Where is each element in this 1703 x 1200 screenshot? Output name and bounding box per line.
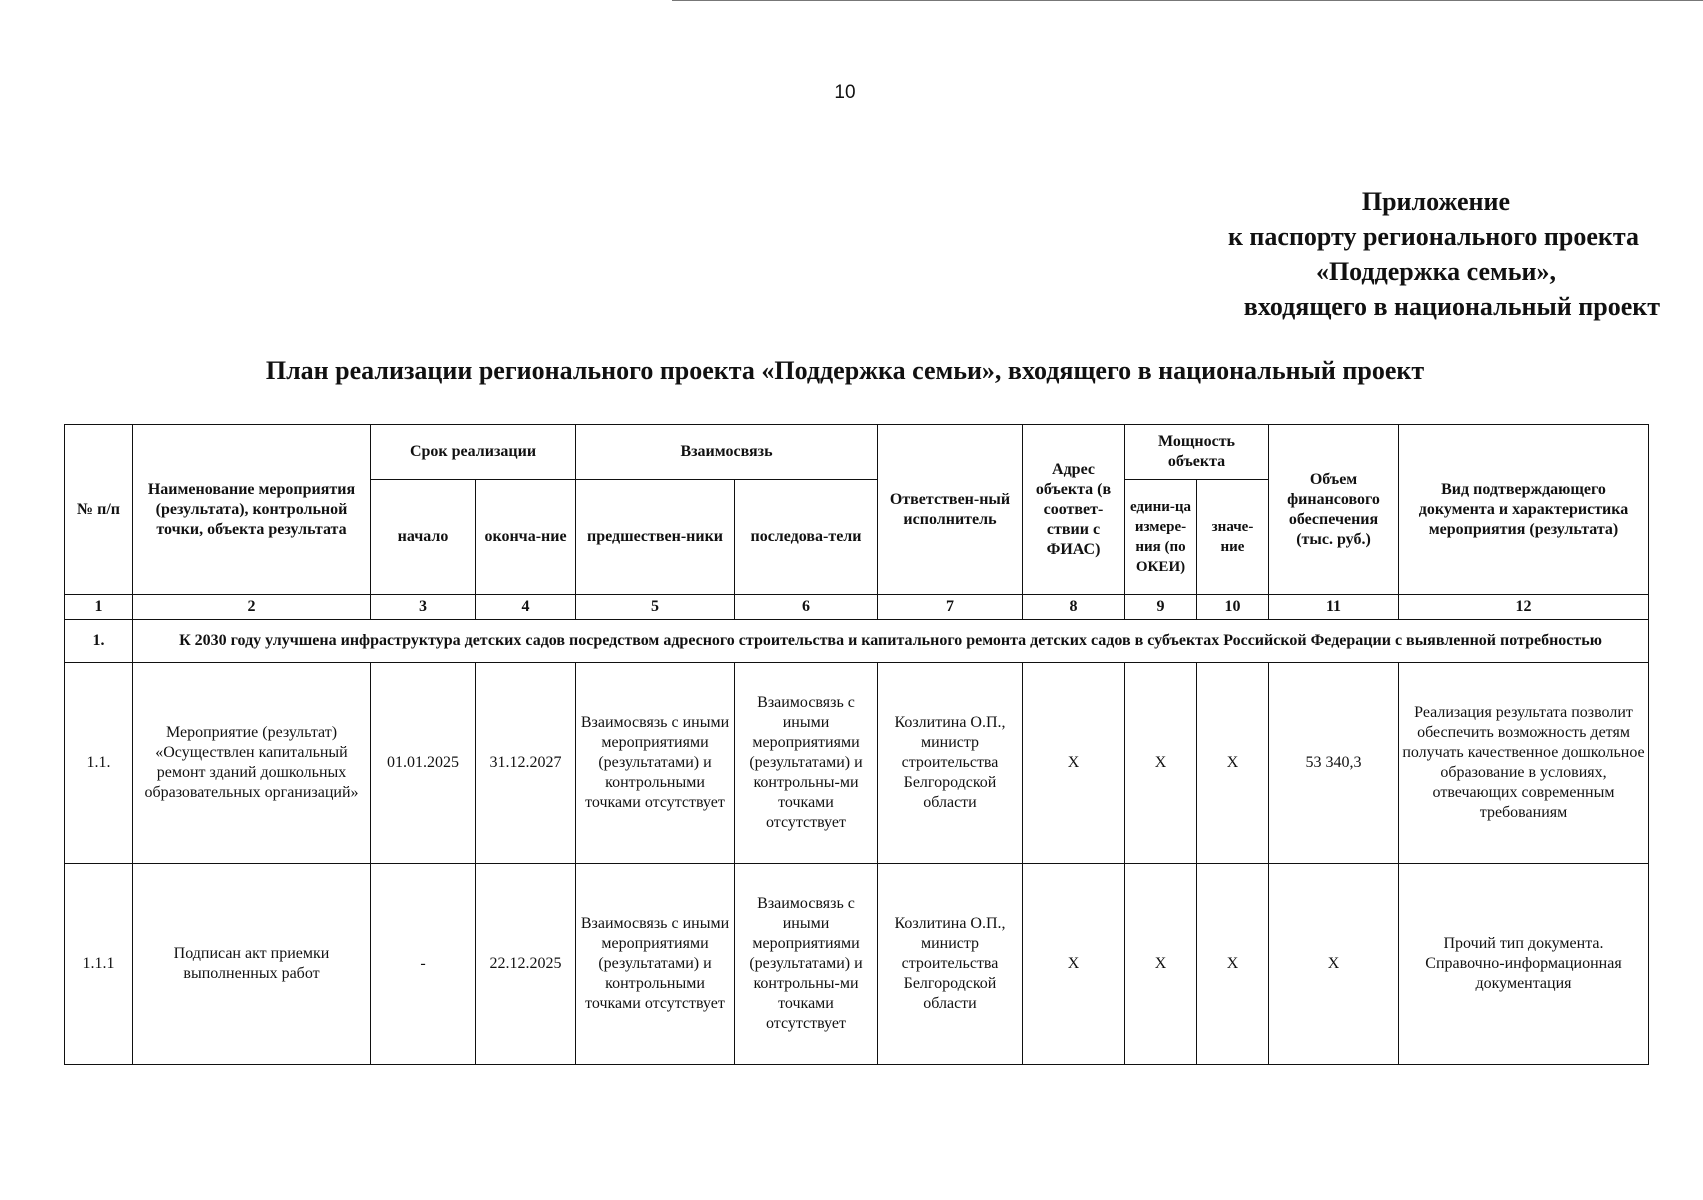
row-num: 1.1.1 [65,864,133,1065]
header-document: Вид подтверждающего документа и характеристика мероприятия (результата) [1399,425,1649,595]
row-start: 01.01.2025 [371,663,476,864]
appendix-heading [1100,184,1660,324]
header-num: № п/п [65,425,133,595]
row-finance: X [1269,864,1399,1065]
table-row [65,864,1649,1065]
column-number: 7 [878,595,1023,620]
column-number: 3 [371,595,476,620]
header-capacity: Мощность объекта [1125,425,1269,480]
section-number: 1. [65,620,133,663]
column-number: 11 [1269,595,1399,620]
row-document: Прочий тип документа. Справочно-информационная документация [1399,864,1649,1065]
row-name: Подписан акт приемки выполненных работ [133,864,371,1065]
table-row [65,663,1649,864]
header-link: Взаимосвязь [576,425,878,480]
plan-table [64,424,1649,1065]
appendix-line: Приложение [1361,187,1510,216]
header-link-next: последова-тели [735,480,878,595]
row-prev: Взаимосвязь с иными мероприятиями (результатами) и контрольными точками отсутствует [576,663,735,864]
column-number: 12 [1399,595,1649,620]
header-term-start: начало [371,480,476,595]
page-number: 10 [834,82,856,103]
row-address: X [1023,663,1125,864]
header-link-prev: предшествен-ники [576,480,735,595]
row-name: Мероприятие (результат) «Осуществлен капитальный ремонт зданий дошкольных образовательных организаций» [133,663,371,864]
column-number: 10 [1197,595,1269,620]
appendix-line: к паспорту регионального проекта [1227,222,1639,251]
header-finance: Объем финансового обеспечения (тыс. руб.) [1269,425,1399,595]
row-address: X [1023,864,1125,1065]
row-responsible: Козлитина О.П., министр строительства Белгородской области [878,864,1023,1065]
column-number: 5 [576,595,735,620]
header-name: Наименование мероприятия (результата), контрольной точки, объекта результата [133,425,371,595]
row-prev: Взаимосвязь с иными мероприятиями (результатами) и контрольными точками отсутствует [576,864,735,1065]
appendix-line: входящего в национальный проект [1243,292,1660,321]
header-term: Срок реализации [371,425,576,480]
section-text: К 2030 году улучшена инфраструктура детских садов посредством адресного строительства и капитального ремонта детских садов в субъектах Российской Федерации с выявленной потребностью [133,620,1649,663]
column-numbers-row [65,595,1649,620]
row-next: Взаимосвязь с иными мероприятиями (результатами) и контрольны-ми точками отсутствует [735,663,878,864]
header-capacity-unit: едини-ца измере-ния (по ОКЕИ) [1125,480,1197,595]
row-finance: 53 340,3 [1269,663,1399,864]
row-next: Взаимосвязь с иными мероприятиями (результатами) и контрольны-ми точками отсутствует [735,864,878,1065]
column-number: 1 [65,595,133,620]
header-term-end: оконча-ние [476,480,576,595]
row-value: X [1197,663,1269,864]
plan-title: План реализации регионального проекта «Поддержка семьи», входящего в национальный проект [265,356,1425,385]
row-document: Реализация результата позволит обеспечить возможность детям получать качественное дошкольное образование в условиях, отвечающих современным требованиям [1399,663,1649,864]
column-number: 4 [476,595,576,620]
row-start: - [371,864,476,1065]
appendix-line: «Поддержка семьи», [1315,257,1556,286]
header-address: Адрес объекта (в соответ-ствии с ФИАС) [1023,425,1125,595]
section-row [65,620,1649,663]
row-unit: X [1125,864,1197,1065]
row-unit: X [1125,663,1197,864]
header-responsible: Ответствен-ный исполнитель [878,425,1023,595]
header-capacity-value: значе-ние [1197,480,1269,595]
row-end: 22.12.2025 [476,864,576,1065]
row-value: X [1197,864,1269,1065]
column-number: 2 [133,595,371,620]
row-num: 1.1. [65,663,133,864]
column-number: 6 [735,595,878,620]
column-number: 9 [1125,595,1197,620]
column-number: 8 [1023,595,1125,620]
row-end: 31.12.2027 [476,663,576,864]
top-rule [672,0,1703,1]
row-responsible: Козлитина О.П., министр строительства Белгородской области [878,663,1023,864]
